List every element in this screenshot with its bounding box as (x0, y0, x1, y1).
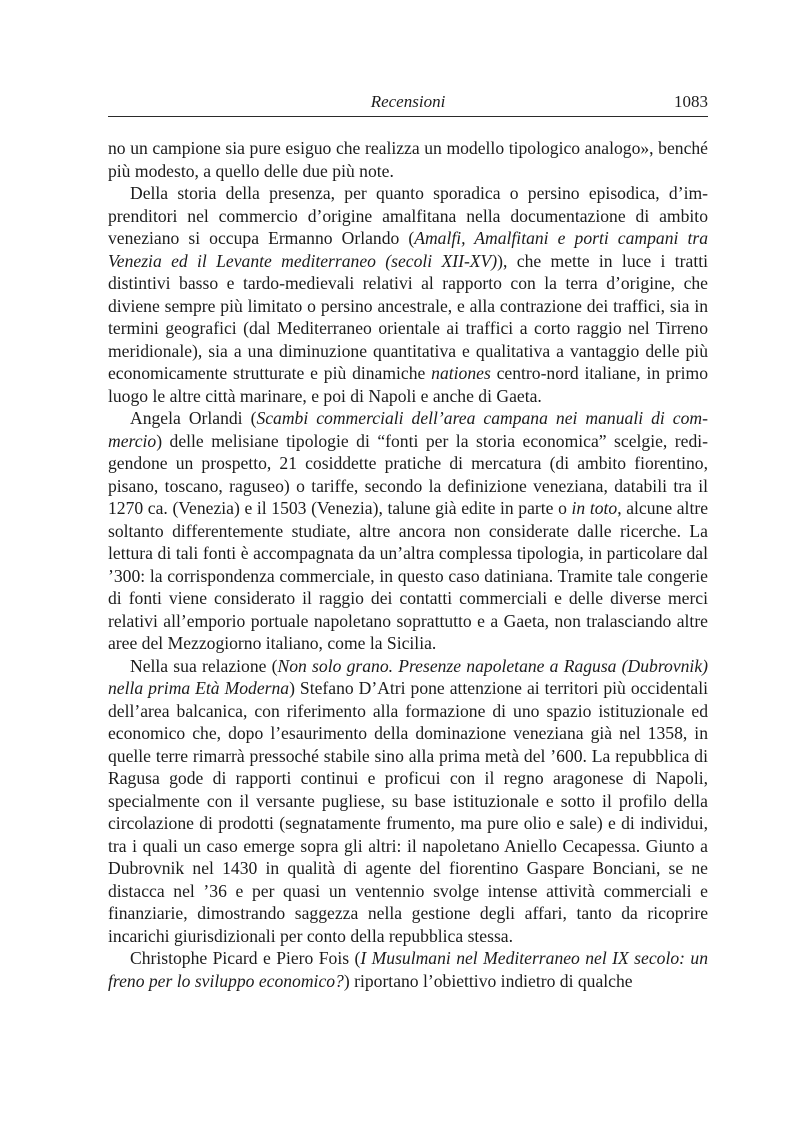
text-run: ), che mette in luce i tratti distintivi basso e tardo-medievali relativi al rapporto con la terra d’origine, che diviene sempre più limitato o persino ancestrale, e alla contrazione dei traffici, sia in termini geografici (dal Mediterraneo orientale ai traffici a corto raggio nel Tirreno meridionale), sia a una diminuzione quantitativa e qualitativa a vantaggio delle più economicamente strutturate e più dinamiche (108, 250, 708, 383)
text-run: Nella sua relazione ( (130, 655, 278, 676)
section-title: Recensioni (370, 92, 446, 111)
paragraph (108, 655, 708, 948)
italic-title: nationes (431, 363, 491, 383)
book-page (108, 90, 708, 992)
text-run: no un campione sia pure esiguo che realizza un modello tipologico analogo», benché più modesto, a quello delle due più note. (108, 138, 708, 181)
paragraph (108, 182, 708, 407)
text-run: , alcune altre soltanto differentemente studiate, altre ancora non considerate dalle ricerche. La lettura di tali fonti è accompagnata da un’altra complessa tipologia, in particolare dal ’300: la corrispondenza commerciale, in questo caso datiniana. Tramite tale congerie di fonti viene considerato il raggio dei contatti commerciali e delle diverse merci relativi all’emporio portuale napoletano soprattutto e a Gaeta, non tralasciando altre aree del Mezzogiorno italiano, come la Sicilia. (108, 498, 708, 653)
paragraph (108, 947, 708, 992)
text-run: ) Stefano D’Atri pone attenzione ai territori più occidentali dell’area balcanica, con riferimento alla formazione di uno spazio istituzionale ed economico che, dopo l’esaurimento della dominazione veneziana già nel 1358, in quelle terre rimarrà pressoché stabile sino alla prima metà del ’600. La repubblica di Ragusa gode di rapporti continui e proficui con il regno aragonese di Napoli, specialmente con il versante pugliese, su base istituzionale e sotto il profilo della circolazione di prodotti (segnatamente frumento, ma pure olio e sale) e di individui, tra i quali un caso emerge sopra gli altri: il napoletano Aniello Cecapessa. Giunto a Dubrovnik nel 1430 in qualità di agente del fiorentino Gaspare Bonciani, se ne distacca nel ’36 e per quasi un ventennio svolge intense attività commerciali e finanziarie, dimostrando saggezza nella gestione degli affari, tanto da ricoprire incarichi giurisdizionali per conto della repubblica stessa. (108, 678, 708, 946)
text-run: centro-nord italiane, in primo luogo le altre città marinare, e poi di Napoli e anche di Gaeta. (108, 363, 709, 406)
italic-title: I Musulmani nel Mediterraneo nel IX secolo: un freno per lo sviluppo economico? (108, 948, 708, 991)
text-run: Angela Orlandi ( (130, 408, 257, 428)
italic-title: Amalfi, Amalfitani e porti campani tra Venezia ed il Levante mediterraneo (secoli XII-XV) (108, 228, 708, 271)
running-header (108, 90, 708, 117)
italic-title: Scambi commerciali dell’area campana nei manuali di commercio (108, 408, 708, 451)
body-text (108, 137, 708, 992)
text-run: ) riportano l’obiettivo indietro di qualche (343, 970, 633, 991)
paragraph (108, 407, 708, 655)
text-run: ) delle melisiane tipologie di “fonti per la storia economica” scelgie, redigendone un prospetto, 21 cosiddette pratiche di mercatura (di ambito fiorentino, pisano, toscano, raguseo) o tariffe, secondo la definizione veneziana, databili tra il 1270 ca. (Venezia) e il 1503 (Venezia), talune già edite in parte o (108, 430, 708, 518)
page-number: 1083 (674, 92, 708, 111)
italic-title: Non solo grano. Presenze napoletane a Ragusa (Dubrovnik) nella prima Età Moderna (108, 655, 708, 698)
text-run: Della storia della presenza, per quanto sporadica o persino episodica, d’imprenditori nel commercio d’origine amalfitana nella documentazione di ambito veneziano si occupa Ermanno Orlando ( (108, 183, 708, 248)
text-run: Christophe Picard e Piero Fois ( (130, 948, 361, 968)
paragraph (108, 137, 708, 182)
italic-title: in toto (571, 498, 618, 518)
